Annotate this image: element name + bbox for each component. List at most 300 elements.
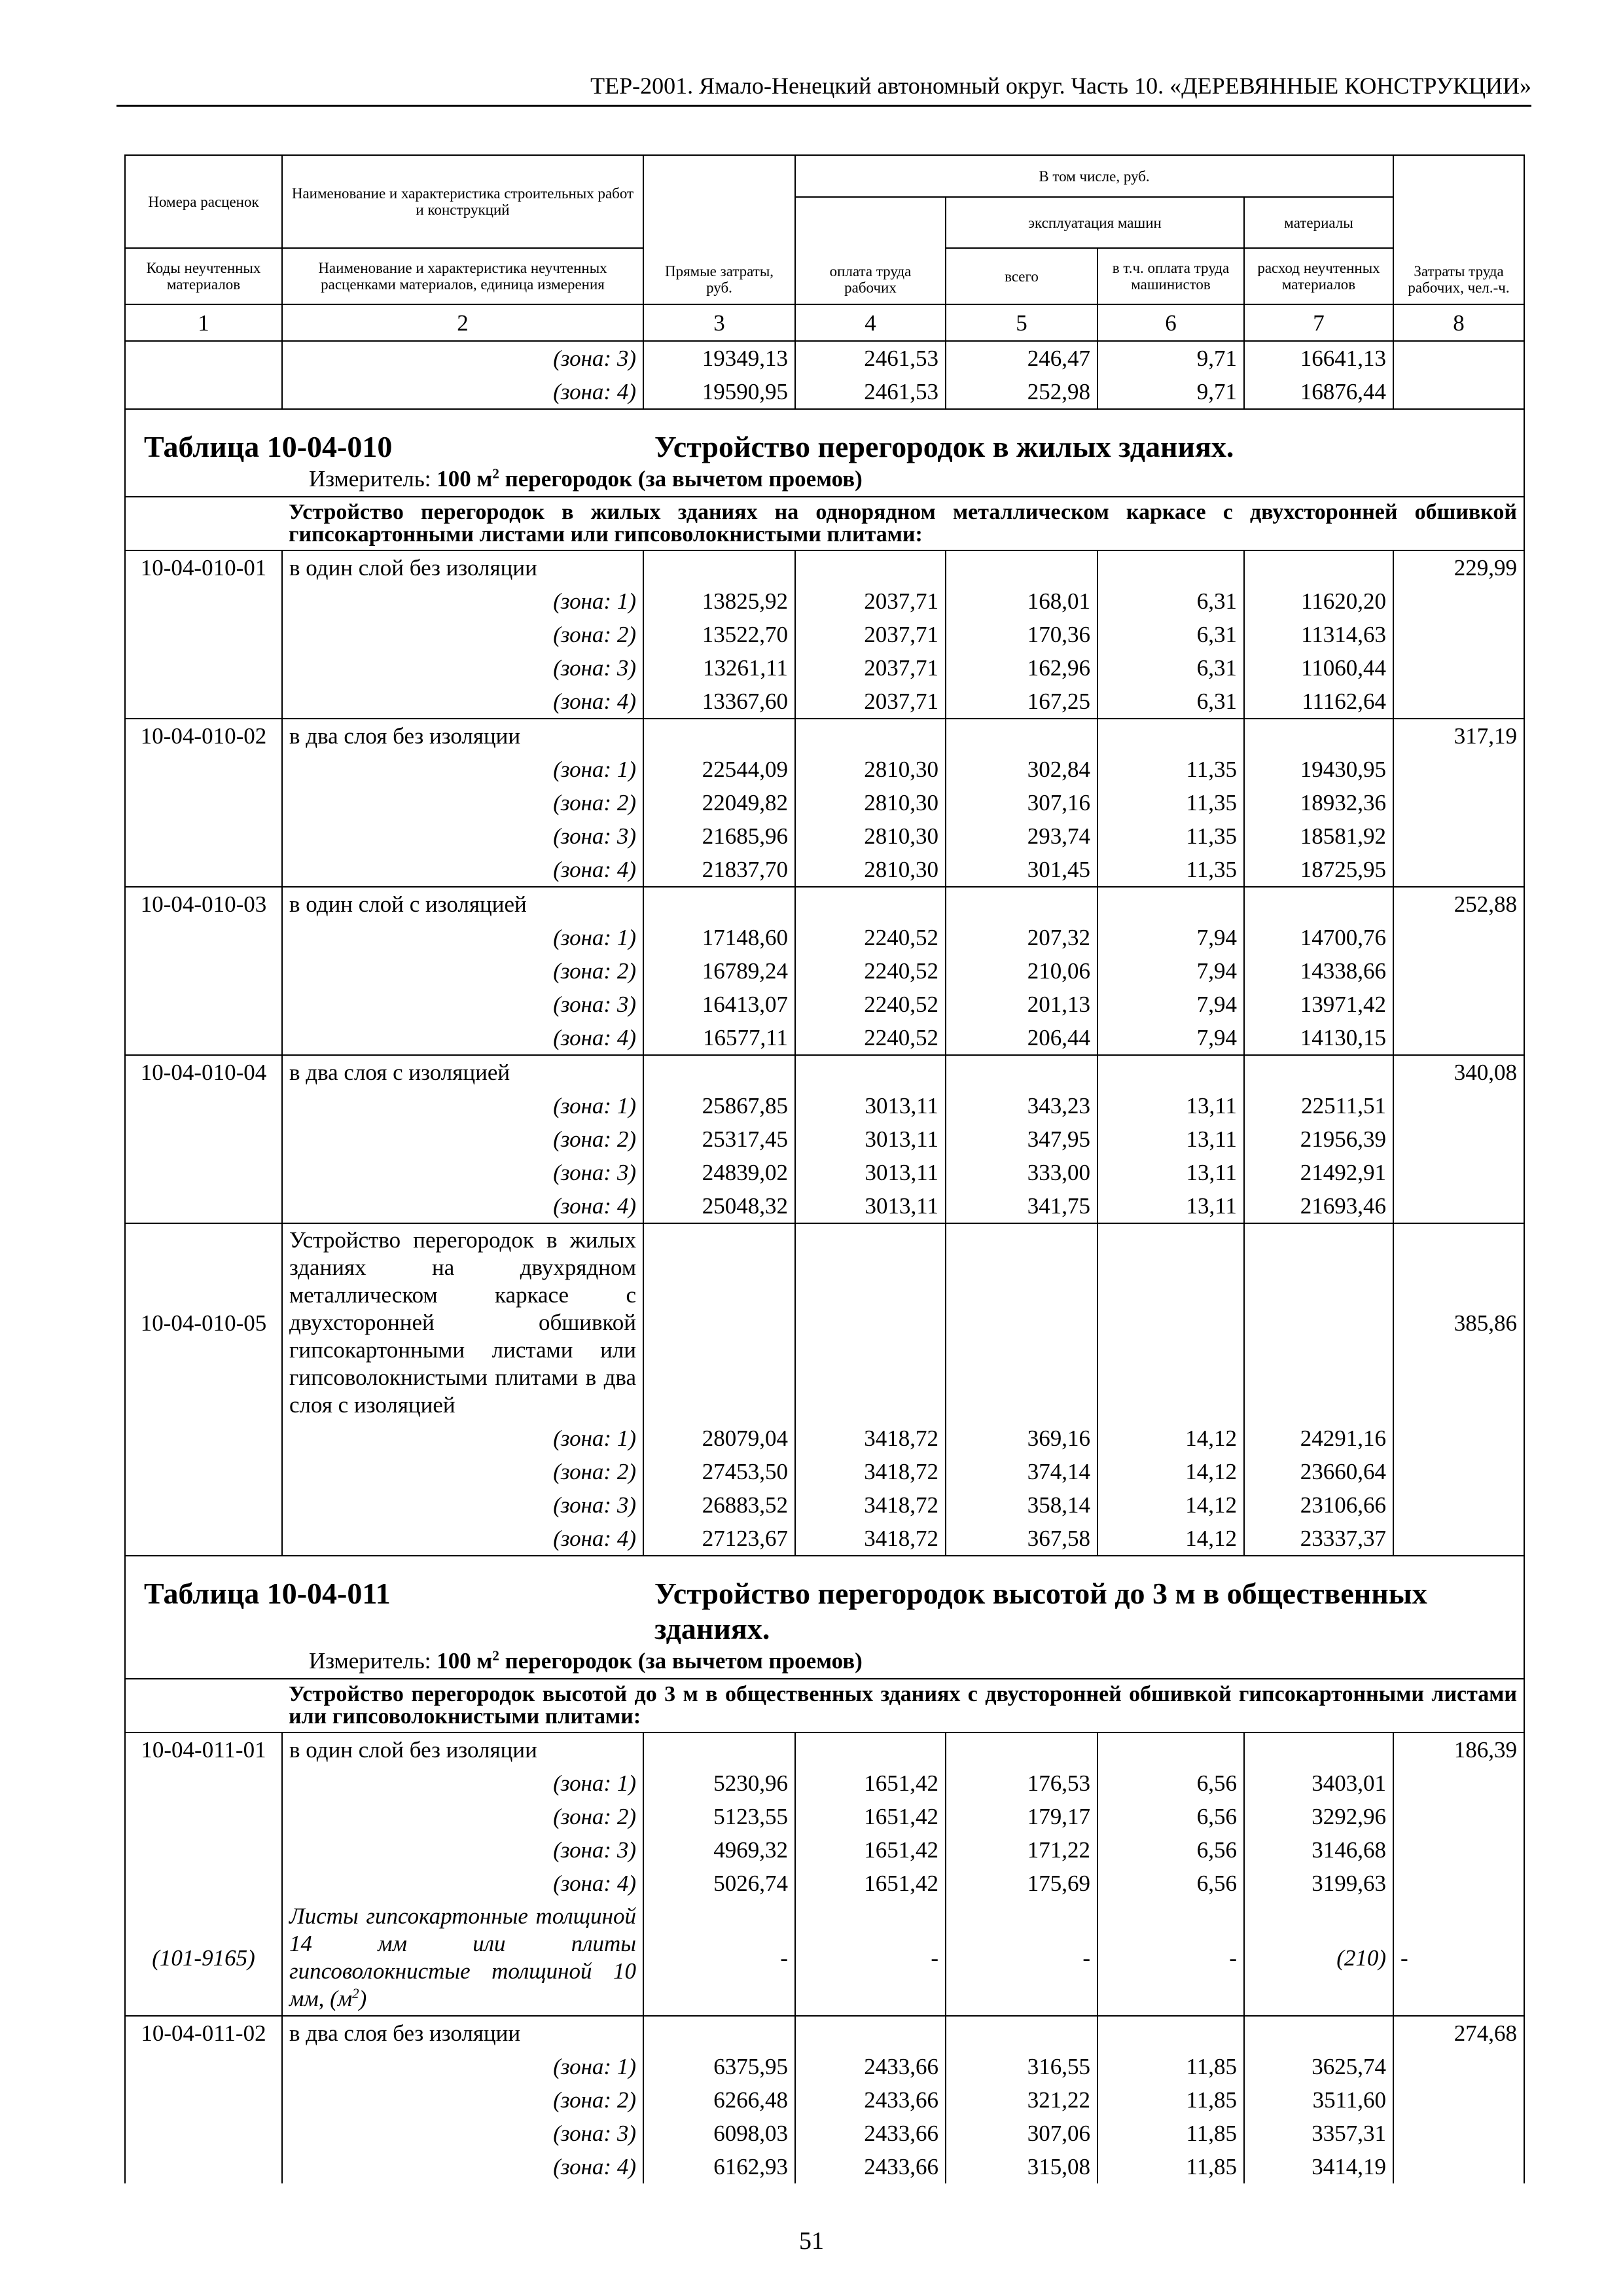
labor-cell-empty <box>1393 1800 1524 1833</box>
price-table <box>124 154 1525 2183</box>
labor-cell-empty <box>1393 1488 1524 1522</box>
labor-cell-empty <box>1393 1767 1524 1800</box>
wages-value: 3013,11 <box>795 1189 946 1223</box>
column-number: 7 <box>1244 304 1393 341</box>
empty-cell <box>643 1732 795 1767</box>
empty-cell <box>1097 1055 1244 1089</box>
materials-value: 13971,42 <box>1244 988 1393 1021</box>
code-cell-empty <box>125 753 282 786</box>
materials-value: 3146,68 <box>1244 1833 1393 1867</box>
labor-value: 274,68 <box>1393 2016 1524 2050</box>
direct-costs-value: 17148,60 <box>643 921 795 954</box>
empty-cell <box>1097 550 1244 584</box>
empty-cell <box>1244 887 1393 921</box>
wages-value: 2240,52 <box>795 954 946 988</box>
zone-row <box>125 685 1524 719</box>
empty-cell <box>1097 1223 1244 1422</box>
wages-value: 1651,42 <box>795 1767 946 1800</box>
header-rule <box>116 105 1531 107</box>
machines-total-value: 302,84 <box>946 753 1097 786</box>
wages-value: 2810,30 <box>795 786 946 819</box>
empty-cell <box>643 550 795 584</box>
measure-value: 100 м <box>437 1648 493 1674</box>
labor-cell-empty <box>1393 1189 1524 1223</box>
machine-wages-value: 14,12 <box>1097 1488 1244 1522</box>
code-cell-empty <box>125 651 282 685</box>
machine-wages-value: 7,94 <box>1097 954 1244 988</box>
code-cell-empty <box>125 786 282 819</box>
zone-label: (зона: 1) <box>282 1767 643 1800</box>
materials-value: 3292,96 <box>1244 1800 1393 1833</box>
zone-label: (зона: 4) <box>282 685 643 719</box>
wages-value: 2810,30 <box>795 819 946 853</box>
empty-cell <box>795 1732 946 1767</box>
materials-value: 24291,16 <box>1244 1422 1393 1455</box>
labor-cell-empty <box>1393 819 1524 853</box>
machine-wages-value: 13,11 <box>1097 1189 1244 1223</box>
wages-value: 2433,66 <box>795 2083 946 2117</box>
zone-label: (зона: 3) <box>282 1156 643 1189</box>
materials-value: 23106,66 <box>1244 1488 1393 1522</box>
machines-total-value: 170,36 <box>946 618 1097 651</box>
machines-total-value: 343,23 <box>946 1089 1097 1122</box>
empty-cell <box>1244 2016 1393 2050</box>
machines-total-value: 206,44 <box>946 1021 1097 1055</box>
code-cell-empty <box>125 618 282 651</box>
labor-value: 186,39 <box>1393 1732 1524 1767</box>
header-material-use: расход неучтенных материалов <box>1244 248 1393 304</box>
materials-value: 11060,44 <box>1244 651 1393 685</box>
machine-wages-value: 13,11 <box>1097 1089 1244 1122</box>
item-code: 10-04-010-04 <box>125 1055 282 1089</box>
empty-cell <box>946 719 1097 753</box>
item-name: в два слоя без изоляции <box>282 719 643 753</box>
materials-value: 18932,36 <box>1244 786 1393 819</box>
zone-row <box>125 375 1524 409</box>
direct-costs-value: 28079,04 <box>643 1422 795 1455</box>
direct-costs-value: 16413,07 <box>643 988 795 1021</box>
zone-label: (зона: 2) <box>282 1800 643 1833</box>
materials-value: 14700,76 <box>1244 921 1393 954</box>
column-number: 2 <box>282 304 643 341</box>
zone-label: (зона: 4) <box>282 1522 643 1556</box>
labor-cell-empty <box>1393 651 1524 685</box>
empty-cell <box>1244 550 1393 584</box>
material-value: - <box>946 1900 1097 2016</box>
zone-label: (зона: 2) <box>282 1455 643 1488</box>
zone-label: (зона: 3) <box>282 2117 643 2150</box>
labor-cell-empty <box>1393 1122 1524 1156</box>
direct-costs-value: 26883,52 <box>643 1488 795 1522</box>
item-row <box>125 1732 1524 1767</box>
zone-row <box>125 2050 1524 2083</box>
wages-value: 2037,71 <box>795 651 946 685</box>
machines-total-value: 175,69 <box>946 1867 1097 1900</box>
material-value: - <box>795 1900 946 2016</box>
header-name-unaccounted: Наименование и характеристика неучтенных расценками материалов, единица измерения <box>282 248 643 304</box>
direct-costs-value: 6266,48 <box>643 2083 795 2117</box>
machine-wages-value: 6,56 <box>1097 1833 1244 1867</box>
page-number: 51 <box>799 2227 824 2255</box>
material-row <box>125 1900 1524 2016</box>
header-including: В том числе, руб. <box>795 155 1393 197</box>
material-name-text: Листы гипсокартонные толщиной 14 мм или плиты гипсоволокнистые толщиной 10 мм, (м <box>289 1903 636 2011</box>
machine-wages-value: 6,56 <box>1097 1867 1244 1900</box>
code-cell-empty <box>125 1455 282 1488</box>
code-cell-empty <box>125 685 282 719</box>
direct-costs-value: 13825,92 <box>643 584 795 618</box>
code-cell-empty <box>125 988 282 1021</box>
machine-wages-value: 6,56 <box>1097 1767 1244 1800</box>
empty-cell <box>946 2016 1097 2050</box>
measure-rest: перегородок (за вычетом проемов) <box>499 466 863 492</box>
empty-cell <box>1244 1732 1393 1767</box>
labor-cell-empty <box>1393 685 1524 719</box>
machine-wages-value: 13,11 <box>1097 1122 1244 1156</box>
labor-cell-empty <box>1393 1833 1524 1867</box>
header-wages: оплата труда рабочих <box>795 197 946 304</box>
machines-total-value: 315,08 <box>946 2150 1097 2183</box>
direct-costs-value: 5230,96 <box>643 1767 795 1800</box>
zone-row <box>125 1767 1524 1800</box>
empty-cell <box>1097 719 1244 753</box>
direct-costs-value: 19349,13 <box>643 341 795 375</box>
wages-value: 2433,66 <box>795 2050 946 2083</box>
zone-label: (зона: 1) <box>282 2050 643 2083</box>
wages-value: 2240,52 <box>795 1021 946 1055</box>
measure-label: Измеритель: <box>309 1648 431 1674</box>
labor-cell-empty <box>1393 921 1524 954</box>
zone-row <box>125 1455 1524 1488</box>
empty-cell <box>795 887 946 921</box>
machine-wages-value: 7,94 <box>1097 1021 1244 1055</box>
labor-cell-empty <box>1393 2117 1524 2150</box>
labor-cell-empty <box>1393 853 1524 887</box>
item-code: 10-04-010-02 <box>125 719 282 753</box>
machines-total-value: 347,95 <box>946 1122 1097 1156</box>
labor-cell-empty <box>1393 1455 1524 1488</box>
code-cell-empty <box>125 341 282 375</box>
direct-costs-value: 6098,03 <box>643 2117 795 2150</box>
zone-label: (зона: 2) <box>282 954 643 988</box>
machines-total-value: 171,22 <box>946 1833 1097 1867</box>
zone-row <box>125 853 1524 887</box>
materials-value: 22511,51 <box>1244 1089 1393 1122</box>
zone-row <box>125 1488 1524 1522</box>
materials-value: 16641,13 <box>1244 341 1393 375</box>
machine-wages-value: 14,12 <box>1097 1455 1244 1488</box>
machines-total-value: 307,16 <box>946 786 1097 819</box>
zone-row <box>125 1867 1524 1900</box>
wages-value: 2037,71 <box>795 584 946 618</box>
wages-value: 2461,53 <box>795 341 946 375</box>
code-cell-empty <box>125 1122 282 1156</box>
zone-label: (зона: 1) <box>282 753 643 786</box>
empty-cell <box>643 887 795 921</box>
empty-cell <box>1244 719 1393 753</box>
direct-costs-value: 5026,74 <box>643 1867 795 1900</box>
item-row <box>125 887 1524 921</box>
machines-total-value: 333,00 <box>946 1156 1097 1189</box>
materials-value: 18581,92 <box>1244 819 1393 853</box>
empty-cell <box>946 1732 1097 1767</box>
code-cell-empty <box>125 1156 282 1189</box>
empty-cell <box>1244 1223 1393 1422</box>
item-name: в один слой без изоляции <box>282 1732 643 1767</box>
labor-cell-empty <box>1393 341 1524 375</box>
zone-label: (зона: 3) <box>282 819 643 853</box>
zone-label: (зона: 4) <box>282 1189 643 1223</box>
direct-costs-value: 13367,60 <box>643 685 795 719</box>
direct-costs-value: 24839,02 <box>643 1156 795 1189</box>
header-machines: эксплуатация машин <box>946 197 1244 248</box>
header-name: Наименование и характеристика строительных работ и конструкций <box>282 155 643 248</box>
zone-row <box>125 819 1524 853</box>
zone-label: (зона: 3) <box>282 1833 643 1867</box>
machines-total-value: 341,75 <box>946 1189 1097 1223</box>
item-name: в два слоя без изоляции <box>282 2016 643 2050</box>
code-cell-empty <box>125 2117 282 2150</box>
zone-label: (зона: 4) <box>282 1867 643 1900</box>
empty-cell <box>643 1223 795 1422</box>
machine-wages-value: 9,71 <box>1097 375 1244 409</box>
machine-wages-value: 6,31 <box>1097 651 1244 685</box>
empty-cell <box>795 1223 946 1422</box>
materials-value: 3625,74 <box>1244 2050 1393 2083</box>
wages-value: 3418,72 <box>795 1488 946 1522</box>
material-unit-exponent: 2 <box>352 1985 359 2001</box>
machines-total-value: 301,45 <box>946 853 1097 887</box>
machines-total-value: 168,01 <box>946 584 1097 618</box>
empty-cell <box>1097 887 1244 921</box>
labor-cell-empty <box>1393 1422 1524 1455</box>
item-row <box>125 1055 1524 1089</box>
machine-wages-value: 14,12 <box>1097 1522 1244 1556</box>
code-cell-empty <box>125 1767 282 1800</box>
empty-cell <box>643 1055 795 1089</box>
machine-wages-value: 6,31 <box>1097 618 1244 651</box>
empty-cell <box>1097 1732 1244 1767</box>
labor-cell-empty <box>1393 786 1524 819</box>
table-title-block <box>125 409 1524 497</box>
zone-row <box>125 1189 1524 1223</box>
machines-total-value: 374,14 <box>946 1455 1097 1488</box>
empty-cell <box>1244 1055 1393 1089</box>
materials-value: 21693,46 <box>1244 1189 1393 1223</box>
zone-row <box>125 988 1524 1021</box>
zone-label: (зона: 1) <box>282 1422 643 1455</box>
wages-value: 3013,11 <box>795 1122 946 1156</box>
zone-row <box>125 1156 1524 1189</box>
machines-total-value: 358,14 <box>946 1488 1097 1522</box>
zone-label: (зона: 3) <box>282 1488 643 1522</box>
item-code: 10-04-011-02 <box>125 2016 282 2050</box>
zone-row <box>125 921 1524 954</box>
machine-wages-value: 11,85 <box>1097 2050 1244 2083</box>
zone-row <box>125 753 1524 786</box>
direct-costs-value: 25867,85 <box>643 1089 795 1122</box>
item-name: в один слой с изоляцией <box>282 887 643 921</box>
section-subtitle: Устройство перегородок в жилых зданиях на однорядном металлическом каркасе с двухсторонней обшивкой гипсокартонными листами или гипсоволокнистыми плитами: <box>282 497 1524 550</box>
machine-wages-value: 14,12 <box>1097 1422 1244 1455</box>
column-number: 8 <box>1393 304 1524 341</box>
materials-value: 11314,63 <box>1244 618 1393 651</box>
labor-cell-empty <box>1393 1867 1524 1900</box>
machines-total-value: 367,58 <box>946 1522 1097 1556</box>
column-number: 4 <box>795 304 946 341</box>
machines-total-value: 167,25 <box>946 685 1097 719</box>
item-row <box>125 719 1524 753</box>
direct-costs-value: 27453,50 <box>643 1455 795 1488</box>
direct-costs-value: 21685,96 <box>643 819 795 853</box>
empty-cell <box>795 1055 946 1089</box>
labor-cell-empty <box>1393 618 1524 651</box>
labor-value: 385,86 <box>1393 1223 1524 1422</box>
column-number: 1 <box>125 304 282 341</box>
header-codes-unaccounted: Коды неучтенных материалов <box>125 248 282 304</box>
table-title: Устройство перегородок в жилых зданиях. <box>654 430 1234 463</box>
column-number: 5 <box>946 304 1097 341</box>
code-cell-empty <box>125 1422 282 1455</box>
machine-wages-value: 7,94 <box>1097 988 1244 1021</box>
machines-total-value: 316,55 <box>946 2050 1097 2083</box>
labor-cell-empty <box>1393 584 1524 618</box>
item-name: в один слой без изоляции <box>282 550 643 584</box>
wages-value: 2810,30 <box>795 853 946 887</box>
direct-costs-value: 22049,82 <box>643 786 795 819</box>
machines-total-value: 252,98 <box>946 375 1097 409</box>
materials-value: 21492,91 <box>1244 1156 1393 1189</box>
machines-total-value: 321,22 <box>946 2083 1097 2117</box>
empty-cell <box>643 2016 795 2050</box>
zone-label: (зона: 1) <box>282 1089 643 1122</box>
wages-value: 3418,72 <box>795 1422 946 1455</box>
machine-wages-value: 11,35 <box>1097 819 1244 853</box>
direct-costs-value: 16789,24 <box>643 954 795 988</box>
code-cell-empty <box>125 1089 282 1122</box>
zone-label: (зона: 1) <box>282 584 643 618</box>
materials-value: 14130,15 <box>1244 1021 1393 1055</box>
labor-cell-empty <box>1393 1156 1524 1189</box>
machine-wages-value: 6,31 <box>1097 584 1244 618</box>
zone-row <box>125 341 1524 375</box>
wages-value: 3013,11 <box>795 1089 946 1122</box>
material-name-close: ) <box>359 1986 367 2011</box>
zone-row <box>125 1422 1524 1455</box>
header-materials: материалы <box>1244 197 1393 248</box>
item-row <box>125 2016 1524 2050</box>
code-cell-empty <box>125 2083 282 2117</box>
code-cell-empty <box>125 2150 282 2183</box>
machines-total-value: 207,32 <box>946 921 1097 954</box>
materials-value: 23337,37 <box>1244 1522 1393 1556</box>
empty-cell <box>946 887 1097 921</box>
wages-value: 1651,42 <box>795 1867 946 1900</box>
labor-cell-empty <box>1393 988 1524 1021</box>
material-code: (101-9165) <box>125 1900 282 2016</box>
labor-cell-empty <box>1393 2150 1524 2183</box>
empty-cell <box>946 1223 1097 1422</box>
item-name: в два слоя с изоляцией <box>282 1055 643 1089</box>
code-cell-empty <box>125 1189 282 1223</box>
zone-row <box>125 2150 1524 2183</box>
machines-total-value: 176,53 <box>946 1767 1097 1800</box>
zone-row <box>125 1800 1524 1833</box>
measure-value: 100 м <box>437 466 493 492</box>
zone-row <box>125 786 1524 819</box>
direct-costs-value: 22544,09 <box>643 753 795 786</box>
column-number: 3 <box>643 304 795 341</box>
materials-value: 3414,19 <box>1244 2150 1393 2183</box>
empty-cell <box>643 719 795 753</box>
measure-rest: перегородок (за вычетом проемов) <box>499 1648 863 1674</box>
machine-wages-value: 11,35 <box>1097 753 1244 786</box>
code-cell-empty <box>125 2050 282 2083</box>
running-title: ТЕР-2001. Ямало-Ненецкий автономный округ. Часть 10. «ДЕРЕВЯННЫЕ КОНСТРУКЦИИ» <box>590 73 1531 99</box>
zone-row <box>125 1021 1524 1055</box>
materials-value: 11620,20 <box>1244 584 1393 618</box>
measure-label: Измеритель: <box>309 466 431 492</box>
direct-costs-value: 4969,32 <box>643 1833 795 1867</box>
wages-value: 3418,72 <box>795 1522 946 1556</box>
column-number: 6 <box>1097 304 1244 341</box>
zone-label: (зона: 4) <box>282 1021 643 1055</box>
materials-value: 18725,95 <box>1244 853 1393 887</box>
header-machine-wages: в т.ч. оплата труда машинистов <box>1097 248 1244 304</box>
zone-row <box>125 2083 1524 2117</box>
item-name: Устройство перегородок в жилых зданиях на двухрядном металлическом каркасе с двухсторонней обшивкой гипсокартонными листами или гипсоволокнистыми плитами в два слоя с изоляцией <box>282 1223 643 1422</box>
wages-value: 2037,71 <box>795 685 946 719</box>
machine-wages-value: 11,85 <box>1097 2117 1244 2150</box>
materials-value: 3511,60 <box>1244 2083 1393 2117</box>
zone-label: (зона: 2) <box>282 618 643 651</box>
measure-exponent: 2 <box>492 465 499 482</box>
materials-value: 14338,66 <box>1244 954 1393 988</box>
direct-costs-value: 16577,11 <box>643 1021 795 1055</box>
materials-value: 3199,63 <box>1244 1867 1393 1900</box>
zone-label: (зона: 4) <box>282 2150 643 2183</box>
table-title-block <box>125 1556 1524 1679</box>
table-name: Таблица 10-04-010 <box>144 430 393 463</box>
empty-cell <box>795 719 946 753</box>
machines-total-value: 162,96 <box>946 651 1097 685</box>
item-row <box>125 1223 1524 1422</box>
wages-value: 2433,66 <box>795 2117 946 2150</box>
code-cell-empty <box>125 1522 282 1556</box>
materials-value: 19430,95 <box>1244 753 1393 786</box>
machines-total-value: 369,16 <box>946 1422 1097 1455</box>
item-code: 10-04-010-03 <box>125 887 282 921</box>
labor-cell-empty <box>1393 1021 1524 1055</box>
header-labor: Затраты труда рабочих, чел.-ч. <box>1393 155 1524 304</box>
header-direct-costs: Прямые затраты, руб. <box>643 155 795 304</box>
zone-row <box>125 1089 1524 1122</box>
code-cell-empty <box>125 1800 282 1833</box>
machines-total-value: 179,17 <box>946 1800 1097 1833</box>
zone-row <box>125 651 1524 685</box>
empty-cell <box>125 497 282 550</box>
wages-value: 3013,11 <box>795 1156 946 1189</box>
labor-cell-empty <box>1393 2083 1524 2117</box>
materials-value: 16876,44 <box>1244 375 1393 409</box>
section-subtitle-row <box>125 497 1524 550</box>
direct-costs-value: 25317,45 <box>643 1122 795 1156</box>
direct-costs-value: 19590,95 <box>643 375 795 409</box>
wages-value: 1651,42 <box>795 1800 946 1833</box>
direct-costs-value: 21837,70 <box>643 853 795 887</box>
measure-line <box>144 465 1517 493</box>
machines-total-value: 246,47 <box>946 341 1097 375</box>
